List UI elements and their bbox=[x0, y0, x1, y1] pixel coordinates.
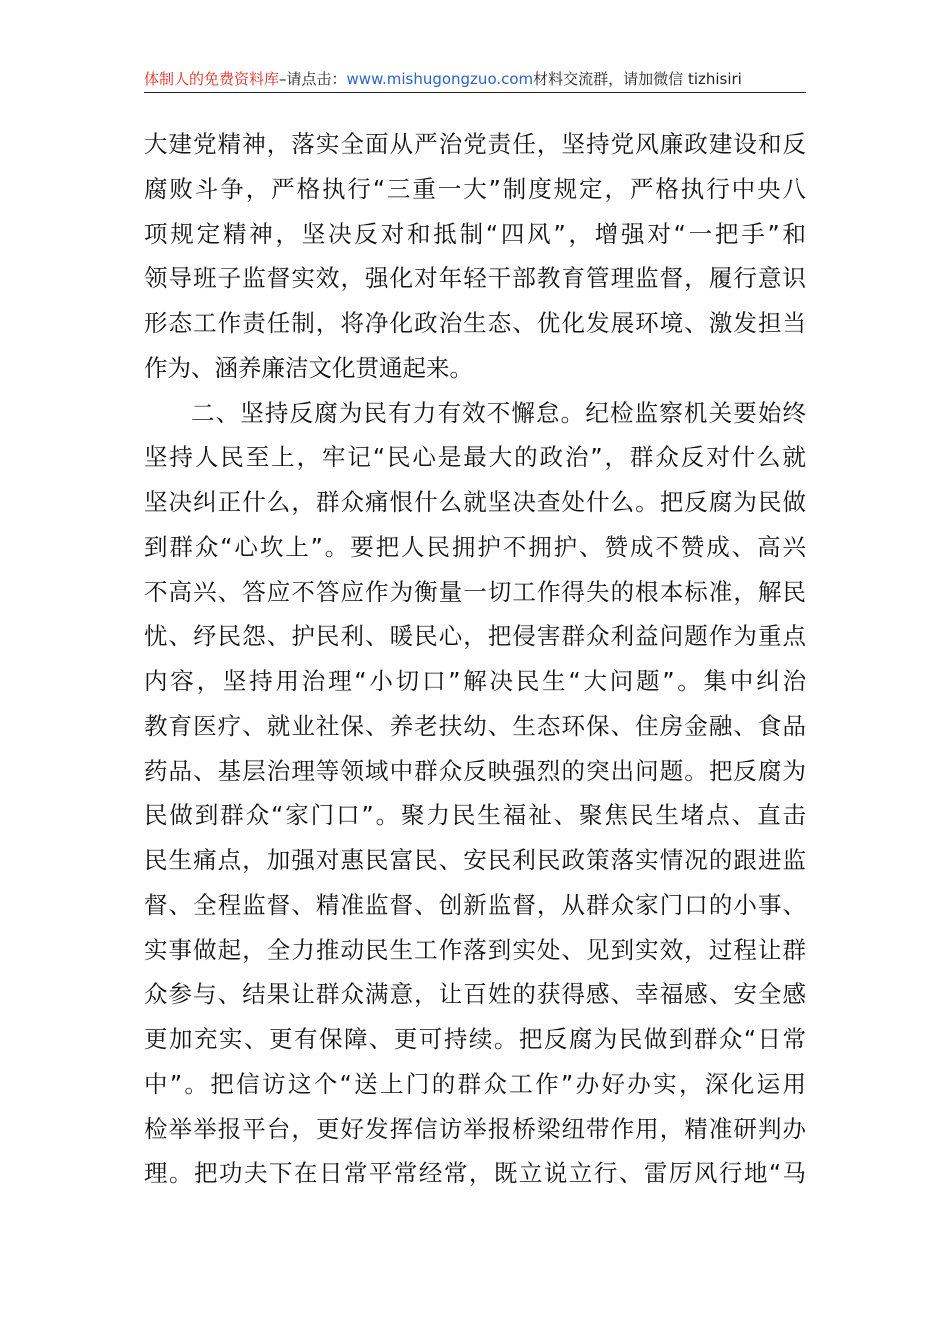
body-line: 坚决纠正什么，群众痛恨什么就坚决查处什么。把反腐为民做 bbox=[144, 488, 806, 516]
body-line: 教育医疗、就业社保、养老扶幼、生态环保、住房金融、食品 bbox=[144, 711, 806, 740]
body-line: 检举举报平台，更好发挥信访举报桥梁纽带作用，精准研判办 bbox=[144, 1114, 806, 1143]
body-line: 理。把功夫下在日常平常经常，既立说立行、雷厉风行地“马 bbox=[144, 1159, 806, 1188]
body-line: 中”。把信访这个“送上门的群众工作”办好办实，深化运用 bbox=[144, 1069, 806, 1098]
document-body bbox=[144, 122, 806, 1196]
body-line: 领导班子监督实效，强化对年轻干部教育管理监督，履行意识 bbox=[144, 264, 806, 293]
header-contact: 材料交流群，请加微信 tizhisiri bbox=[533, 70, 742, 88]
body-line: 督、全程监督、精准监督、创新监督，从群众家门口的小事、 bbox=[144, 890, 806, 919]
body-line: 更加充实、更有保障、更可持续。把反腐为民做到群众“日常 bbox=[144, 1025, 806, 1053]
body-line: 忧、纾民怨、护民利、暖民心，把侵害群众利益问题作为重点 bbox=[144, 622, 806, 651]
body-line: 坚持人民至上，牢记“民心是最大的政治”，群众反对什么就 bbox=[144, 443, 806, 472]
body-line: 众参与、结果让群众满意，让百姓的获得感、幸福感、安全感 bbox=[144, 980, 806, 1009]
body-line: 大建党精神，落实全面从严治党责任，坚持党风廉政建设和反 bbox=[144, 130, 806, 158]
body-line: 民做到群众“家门口”。聚力民生福祉、聚焦民生堵点、直击 bbox=[144, 801, 806, 830]
body-line: 形态工作责任制，将净化政治生态、优化发展环境、激发担当 bbox=[144, 309, 806, 337]
body-line: 民生痛点，加强对惠民富民、安民利民政策落实情况的跟进监 bbox=[144, 846, 806, 874]
header-prompt: –请点击： bbox=[279, 70, 347, 88]
body-line: 腐败斗争，严格执行“三重一大”制度规定，严格执行中央八 bbox=[144, 174, 806, 203]
body-line: 作为、涵养廉洁文化贯通起来。 bbox=[144, 353, 473, 382]
body-line: 到群众“心坎上”。要把人民拥护不拥护、赞成不赞成、高兴 bbox=[144, 532, 806, 561]
body-line: 项规定精神，坚决反对和抵制“四风”，增强对“一把手”和 bbox=[144, 219, 806, 248]
body-line: 内容，坚持用治理“小切口”解决民生“大问题”。集中纠治 bbox=[144, 667, 806, 695]
header-url-link[interactable]: www.mishugongzuo.com bbox=[346, 70, 534, 88]
body-line: 不高兴、答应不答应作为衡量一切工作得失的根本标准，解民 bbox=[144, 577, 806, 606]
page-header bbox=[144, 66, 806, 93]
body-line: 药品、基层治理等领域中群众反映强烈的突出问题。把反腐为 bbox=[144, 756, 806, 785]
header-brand: 体制人的免费资料库 bbox=[144, 70, 280, 88]
section-heading-line: 二、坚持反腐为民有力有效不懈怠。纪检监察机关要始终 bbox=[191, 398, 806, 427]
body-line: 实事做起，全力推动民生工作落到实处、见到实效，过程让群 bbox=[144, 935, 806, 964]
